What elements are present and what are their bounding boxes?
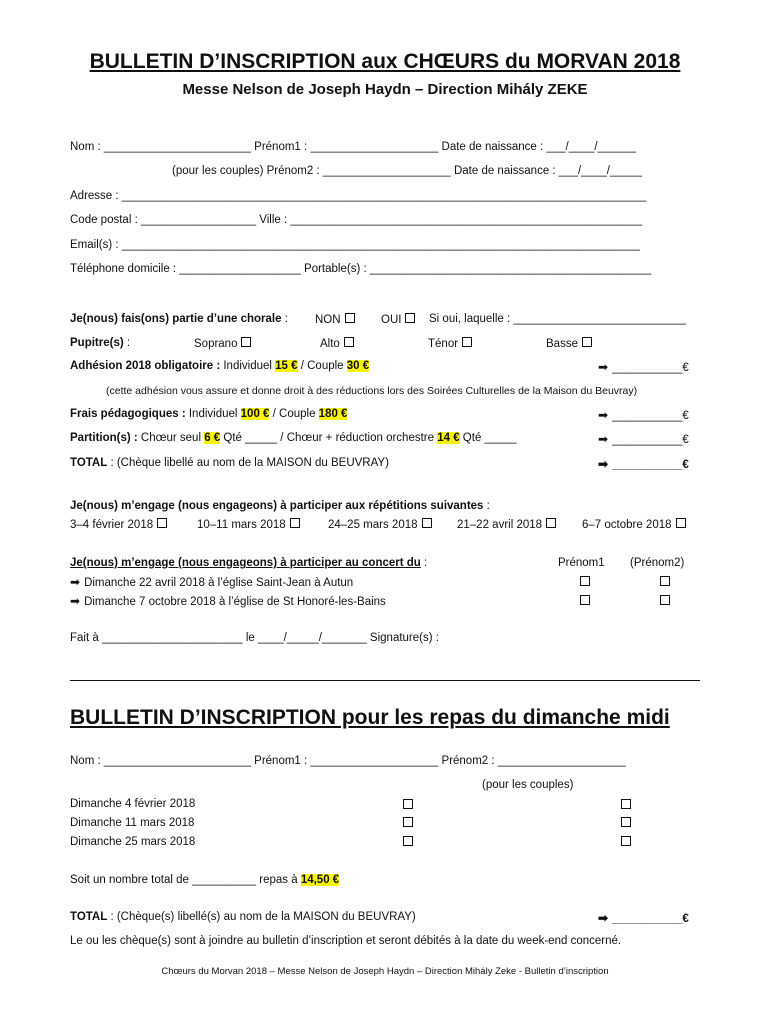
repas-total-blank: ___________€ — [612, 913, 689, 925]
repas-total-line — [70, 911, 416, 923]
checkbox-icon[interactable] — [462, 337, 472, 347]
pupitre-colon: : — [123, 337, 131, 349]
repas-date-1: Dimanche 4 février 2018 — [70, 798, 196, 810]
repetition-date-3[interactable] — [328, 518, 432, 531]
frais-blank: ___________€ — [612, 410, 689, 422]
partition-label: Partition(s) : — [70, 432, 138, 444]
email-line[interactable]: Email(s) : _________________________________________________________________________________ — [70, 239, 640, 251]
partition-text1: Chœur seul — [137, 432, 205, 444]
frais-text2: / Couple — [269, 408, 319, 420]
repas-nombre-line[interactable] — [70, 874, 339, 886]
repetition-date-1[interactable] — [70, 518, 167, 531]
repas-total-text: : (Chèque(s) libellé(s) au nom de la MAISON du BEUVRAY) — [107, 911, 416, 923]
right-arrow-icon: ➡ — [598, 432, 609, 446]
adhesion-label: Adhésion 2018 obligatoire : — [70, 360, 221, 372]
nom-line[interactable]: Nom : _______________________ Prénom1 : ____________________ Date de naissance : ___/____/______ — [70, 141, 636, 153]
page-footer: Chœurs du Morvan 2018 – Messe Nelson de Joseph Haydn – Direction Mihály Zeke - Bulletin d’inscription — [161, 966, 609, 977]
total-blank: ___________€ — [612, 459, 689, 471]
signature-line[interactable]: Fait à ______________________ le ____/_____/_______ Signature(s) : — [70, 632, 439, 644]
adhesion-price-couple: 30 € — [346, 360, 370, 372]
repetition-date-5[interactable] — [582, 518, 686, 531]
pupitre-alto[interactable] — [320, 337, 354, 350]
repas-nombre-text: Soit un nombre total de __________ repas à — [70, 874, 301, 886]
right-arrow-icon: ➡ — [70, 594, 81, 608]
checkbox-icon[interactable] — [580, 595, 590, 605]
adhesion-price-individuel: 15 € — [275, 360, 298, 372]
repas-note: Le ou les chèque(s) sont à joindre au bulletin d’inscription et seront débités à la date du week-end concerné. — [70, 935, 622, 947]
pupitre-label-text: Pupitre(s) — [70, 337, 124, 349]
adresse-line[interactable]: Adresse : __________________________________________________________________________________ — [70, 190, 647, 202]
checkbox-icon[interactable] — [403, 836, 413, 846]
checkbox-icon[interactable] — [676, 518, 686, 528]
adhesion-blank: ___________€ — [612, 362, 689, 374]
adhesion-amount[interactable] — [598, 360, 689, 374]
partition-text3[interactable]: Qté _____ — [459, 432, 517, 444]
checkbox-icon[interactable] — [660, 595, 670, 605]
repas-title: BULLETIN D’INSCRIPTION pour les repas du dimanche midi — [70, 706, 670, 729]
frais-price-individuel: 100 € — [240, 408, 270, 420]
right-arrow-icon: ➡ — [598, 408, 609, 422]
soprano-label: Soprano — [194, 338, 238, 350]
chorale-question-label: Je(nous) fais(ons) partie d’une chorale — [70, 313, 282, 325]
chorale-colon: : — [281, 313, 288, 325]
page-title: BULLETIN D’INSCRIPTION aux CHŒURS du MORVAN 2018 — [89, 50, 681, 73]
repetition-date-label: 21–22 avril 2018 — [457, 519, 543, 531]
adhesion-text2: / Couple — [297, 360, 347, 372]
concert-item-2 — [70, 594, 386, 608]
total-text: : (Chèque libellé au nom de la MAISON du BEUVRAY) — [107, 457, 389, 469]
checkbox-icon[interactable] — [422, 518, 432, 528]
concert-col-prenom2: (Prénom2) — [630, 557, 685, 569]
partition-text2[interactable]: Qté _____ / Chœur + réduction orchestre — [220, 432, 438, 444]
right-arrow-icon: ➡ — [70, 575, 81, 589]
concert-item-label: Dimanche 7 octobre 2018 à l’église de St Honoré-les-Bains — [84, 596, 386, 608]
concert-colon: : — [420, 557, 428, 569]
total-label: TOTAL — [70, 457, 108, 469]
frais-line — [70, 408, 347, 420]
checkbox-icon[interactable] — [241, 337, 251, 347]
repetition-date-label: 6–7 octobre 2018 — [582, 519, 672, 531]
checkbox-icon[interactable] — [582, 337, 592, 347]
right-arrow-icon: ➡ — [598, 360, 609, 374]
chorale-non-option[interactable] — [315, 313, 355, 326]
concert-item-1 — [70, 575, 353, 589]
repas-date-2: Dimanche 11 mars 2018 — [70, 817, 195, 829]
chorale-laquelle-line[interactable]: Si oui, laquelle : ___________________________ — [429, 313, 687, 325]
adhesion-line — [70, 360, 369, 372]
repetition-date-label: 3–4 février 2018 — [70, 519, 154, 531]
partition-amount[interactable] — [598, 432, 689, 446]
pupitre-basse[interactable] — [546, 337, 592, 350]
pupitre-soprano[interactable] — [194, 337, 251, 350]
page-subtitle: Messe Nelson de Joseph Haydn – Direction Mihály ZEKE — [182, 81, 588, 98]
repetition-date-4[interactable] — [457, 518, 556, 531]
checkbox-icon[interactable] — [580, 576, 590, 586]
checkbox-icon[interactable] — [621, 836, 631, 846]
code-postal-line[interactable]: Code postal : __________________ Ville : _______________________________________________________ — [70, 214, 643, 226]
repetitions-heading-text: Je(nous) m’engage (nous engageons) à participer aux répétitions suivantes — [70, 500, 484, 512]
checkbox-icon[interactable] — [621, 817, 631, 827]
concert-item-label: Dimanche 22 avril 2018 à l’église Saint-Jean à Autun — [84, 577, 354, 589]
repas-date-3: Dimanche 25 mars 2018 — [70, 836, 196, 848]
checkbox-icon[interactable] — [345, 313, 355, 323]
chorale-question — [70, 313, 288, 325]
telephone-line[interactable]: Téléphone domicile : ___________________ Portable(s) : ____________________________________________ — [70, 263, 652, 275]
checkbox-icon[interactable] — [344, 337, 354, 347]
right-arrow-icon: ➡ — [598, 911, 609, 925]
chorale-oui-option[interactable] — [381, 313, 415, 326]
total-amount[interactable] — [598, 457, 689, 471]
partition-price-choeur: 6 € — [204, 432, 221, 444]
pupitre-label — [70, 337, 130, 349]
frais-label: Frais pédagogiques : — [70, 408, 186, 420]
adhesion-note: (cette adhésion vous assure et donne droit à des réductions lors des Soirées Culturelles de la Maison du Beuvray) — [106, 385, 638, 397]
frais-price-couple: 180 € — [318, 408, 348, 420]
repas-price: 14,50 € — [300, 874, 340, 886]
concert-heading — [70, 557, 427, 569]
checkbox-icon[interactable] — [403, 817, 413, 827]
tenor-label: Ténor — [428, 338, 459, 350]
repas-total-amount[interactable] — [598, 911, 689, 925]
checkbox-icon[interactable] — [660, 576, 670, 586]
partition-price-reduction: 14 € — [437, 432, 460, 444]
partition-line — [70, 432, 517, 444]
repetition-date-label: 24–25 mars 2018 — [328, 519, 418, 531]
repas-nom-line[interactable]: Nom : _______________________ Prénom1 : ____________________ Prénom2 : ____________________ — [70, 755, 626, 767]
concert-col-prenom1: Prénom1 — [558, 557, 605, 569]
checkbox-icon[interactable] — [546, 518, 556, 528]
chorale-oui-label: OUI — [381, 314, 402, 326]
repetitions-colon: : — [483, 500, 490, 512]
repas-total-label: TOTAL — [70, 911, 108, 923]
adhesion-text1: Individuel — [220, 360, 276, 372]
section-divider — [70, 680, 700, 681]
total-line — [70, 457, 389, 469]
alto-label: Alto — [320, 338, 340, 350]
repetition-date-2[interactable] — [197, 518, 300, 531]
concert-heading-text: Je(nous) m’engage (nous engageons) à participer au concert du — [70, 557, 421, 569]
repetition-date-label: 10–11 mars 2018 — [197, 519, 286, 531]
pupitre-tenor[interactable] — [428, 337, 472, 350]
right-arrow-icon: ➡ — [598, 457, 609, 471]
chorale-non-label: NON — [315, 314, 341, 326]
checkbox-icon[interactable] — [621, 799, 631, 809]
partition-blank: ___________€ — [612, 434, 689, 446]
repas-couples-note: (pour les couples) — [482, 779, 574, 791]
checkbox-icon[interactable] — [405, 313, 415, 323]
prenom2-line[interactable]: (pour les couples) Prénom2 : ____________________ Date de naissance : ___/____/_____ — [172, 165, 642, 177]
repetitions-heading — [70, 500, 490, 512]
basse-label: Basse — [546, 338, 578, 350]
checkbox-icon[interactable] — [290, 518, 300, 528]
checkbox-icon[interactable] — [403, 799, 413, 809]
frais-amount[interactable] — [598, 408, 689, 422]
frais-text1: Individuel — [185, 408, 241, 420]
checkbox-icon[interactable] — [157, 518, 167, 528]
